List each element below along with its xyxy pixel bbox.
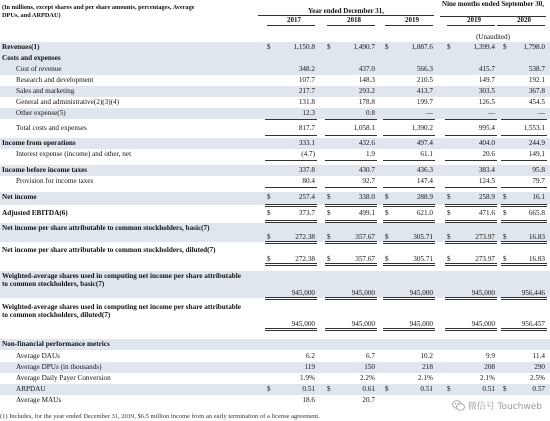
table-row: [0, 87, 550, 97]
row-value: —: [537, 109, 545, 117]
row-value: 2.1%: [418, 374, 433, 382]
row-value: 1,887.6: [411, 43, 433, 51]
currency-symbol: $: [385, 209, 389, 217]
row-value: 124.5: [478, 177, 495, 185]
double-rule: [383, 328, 435, 331]
row-value: 12.3: [302, 109, 315, 117]
row-value: 92.7: [362, 177, 375, 185]
currency-symbol: $: [447, 209, 451, 217]
row-value: 178.8: [358, 98, 375, 106]
row-value: 0.51: [420, 385, 433, 393]
currency-symbol: $: [267, 385, 271, 393]
row-value: —: [487, 109, 495, 117]
row-value: 945,000: [291, 289, 315, 297]
row-value: 1,553.1: [523, 124, 545, 132]
double-rule: [445, 220, 497, 223]
row-value: 210.5: [416, 76, 433, 84]
currency-symbol: $: [503, 43, 507, 51]
table-row: [0, 150, 550, 160]
row-value: 2.1%: [480, 374, 495, 382]
double-rule: [265, 297, 317, 300]
row-value: 2.2%: [360, 374, 375, 382]
currency-symbol: $: [267, 43, 271, 51]
double-rule: [325, 328, 377, 331]
subtotal-rule: [445, 160, 497, 161]
row-value: 956,457: [521, 320, 545, 328]
row-value: 1,150.8: [293, 43, 315, 51]
currency-symbol: $: [327, 255, 331, 263]
subtotal-rule: [383, 160, 435, 161]
row-value: 499.1: [358, 209, 375, 217]
row-value: (4.7): [301, 150, 315, 158]
row-label: Research and development: [16, 76, 94, 84]
subtotal-rule: [501, 187, 547, 188]
double-rule: [501, 241, 547, 244]
subtotal-rule: [501, 160, 547, 161]
table-row: [0, 272, 550, 298]
currency-symbol: $: [385, 193, 389, 201]
table-row: [0, 363, 550, 373]
row-value: 2.5%: [530, 374, 545, 382]
row-value: 20.7: [362, 396, 375, 404]
column-header-rule: [327, 25, 375, 26]
row-value: 20.6: [482, 150, 495, 158]
currency-symbol: $: [327, 43, 331, 51]
row-label: Adjusted EBITDA(6): [2, 209, 68, 217]
row-value: 95.8: [532, 166, 545, 174]
table-row: [0, 177, 550, 187]
row-value: 817.7: [298, 124, 315, 132]
row-value: 471.6: [478, 209, 495, 217]
table-row: [0, 109, 550, 119]
row-label: Costs and expenses: [2, 54, 61, 62]
row-value: 9.9: [486, 352, 495, 360]
column-header-rule: [447, 25, 495, 26]
row-label: Net income per share attributable to common stockholders, diluted(7): [2, 246, 216, 254]
row-value: 0.51: [482, 385, 495, 393]
subtotal-rule: [265, 187, 317, 188]
subtotal-rule: [325, 135, 377, 136]
subtotal-rule: [265, 160, 317, 161]
row-label: ARPDAU: [16, 385, 46, 393]
row-value: 258.9: [478, 193, 495, 201]
currency-symbol: $: [447, 43, 451, 51]
row-value: 454.5: [528, 98, 545, 106]
row-label: Non-financial performance metrics: [2, 340, 110, 348]
row-value: 217.7: [298, 87, 315, 95]
table-row: [0, 54, 550, 64]
row-value: 11.4: [532, 352, 545, 360]
row-value: 945,000: [409, 289, 433, 297]
row-label: Average DPUs (in thousands): [16, 363, 102, 371]
double-rule: [325, 220, 377, 223]
row-value: 348.2: [298, 65, 315, 73]
double-rule: [445, 263, 497, 266]
double-rule: [325, 204, 377, 207]
double-rule: [265, 220, 317, 223]
row-label: Weighted-average shares used in computing net income per share attributable to common stockholders, diluted(7): [2, 303, 241, 319]
row-label: Revenues(1): [2, 43, 40, 51]
double-rule: [325, 297, 377, 300]
year-ended-header: Year ended December 31,: [308, 7, 384, 15]
double-rule: [445, 204, 497, 207]
table-row: [0, 340, 550, 350]
nine-months-header: Nine months ended September 30,: [442, 0, 544, 8]
currency-symbol: $: [267, 233, 271, 241]
row-label: Net income per share attributable to common stockholders, basic(7): [2, 224, 210, 232]
row-value: 16.83: [528, 233, 545, 241]
double-rule: [501, 263, 547, 266]
row-value: 119: [304, 363, 315, 371]
row-value: 538.7: [528, 65, 545, 73]
row-value: 6.2: [306, 352, 315, 360]
subtotal-rule: [383, 187, 435, 188]
row-value: 621.0: [416, 209, 433, 217]
row-value: 945,000: [351, 289, 375, 297]
currency-symbol: $: [503, 209, 507, 217]
row-value: 244.9: [528, 139, 545, 147]
currency-symbol: $: [327, 193, 331, 201]
double-rule: [501, 328, 547, 331]
double-rule: [265, 328, 317, 331]
row-value: 413.7: [416, 87, 433, 95]
row-value: 16.83: [528, 255, 545, 263]
row-value: 0.51: [302, 385, 315, 393]
row-label: Interest expense (income) and other, net: [16, 150, 132, 158]
double-rule: [265, 263, 317, 266]
double-rule: [383, 297, 435, 300]
row-value: 257.4: [298, 193, 315, 201]
row-value: 357.67: [355, 255, 375, 263]
table-row: [0, 303, 550, 329]
row-value: 338.0: [358, 193, 375, 201]
subtotal-rule: [445, 135, 497, 136]
row-value: 61.1: [420, 150, 433, 158]
row-value: 273.97: [475, 255, 495, 263]
table-row: [0, 166, 550, 176]
double-rule: [265, 241, 317, 244]
row-label: Income before income taxes: [2, 166, 88, 174]
row-label: Income from operations: [2, 139, 76, 147]
column-header-rule: [267, 25, 315, 26]
row-value: 218: [422, 363, 433, 371]
currency-symbol: $: [503, 255, 507, 263]
double-rule: [445, 328, 497, 331]
row-value: 305.71: [413, 255, 433, 263]
double-rule: [325, 263, 377, 266]
row-value: 18.6: [302, 396, 315, 404]
row-value: 432.6: [358, 139, 375, 147]
subtotal-rule: [265, 135, 317, 136]
table-row: [0, 374, 550, 384]
subtotal-rule: [445, 187, 497, 188]
subtotal-rule: [325, 160, 377, 161]
row-value: 0.57: [532, 385, 545, 393]
row-value: —: [425, 109, 433, 117]
row-value: 367.8: [528, 87, 545, 95]
row-value: 149.7: [478, 76, 495, 84]
subtotal-rule: [383, 135, 435, 136]
row-value: 1,058.1: [353, 124, 375, 132]
currency-symbol: $: [267, 193, 271, 201]
subtotal-rule: [383, 119, 435, 120]
row-label: Cost of revenue: [16, 65, 62, 73]
row-value: 150: [364, 363, 375, 371]
column-header-3: 2019: [467, 16, 481, 24]
unaudited-label: (Unaudited): [476, 33, 510, 41]
double-rule: [501, 297, 547, 300]
subtotal-rule: [265, 119, 317, 120]
currency-symbol: $: [447, 255, 451, 263]
row-value: 1,399.4: [473, 43, 495, 51]
row-value: 956,446: [521, 289, 545, 297]
row-value: 288.9: [416, 193, 433, 201]
row-value: 80.4: [302, 177, 315, 185]
currency-symbol: $: [385, 255, 389, 263]
row-value: 373.7: [298, 209, 315, 217]
row-value: 0.61: [362, 385, 375, 393]
row-value: 383.4: [478, 166, 495, 174]
row-label: Weighted-average shares used in computing net income per share attributable to common stockholders, basic(7): [2, 272, 241, 288]
row-value: 131.8: [298, 98, 315, 106]
double-rule: [265, 204, 317, 207]
row-value: 665.8: [528, 209, 545, 217]
row-value: 290: [534, 363, 545, 371]
row-label: Average DAUs: [16, 352, 60, 360]
row-value: 566.3: [416, 65, 433, 73]
table-row: [0, 76, 550, 86]
row-value: 337.8: [298, 166, 315, 174]
subtotal-rule: [325, 187, 377, 188]
row-label: Net income: [2, 193, 37, 201]
row-value: 303.5: [478, 87, 495, 95]
double-rule: [325, 241, 377, 244]
footnote: (1) Includes, for the year ended December 31, 2019, $6.5 million income from an early termination of a license agreement.: [0, 413, 320, 420]
watermark: [452, 399, 542, 412]
double-rule: [445, 297, 497, 300]
row-label: Average Daily Payer Conversion: [16, 374, 111, 382]
row-value: 333.1: [298, 139, 315, 147]
row-value: 79.7: [532, 177, 545, 185]
watermark-text: 微信号 Touchweb: [467, 402, 542, 412]
row-value: 945,000: [471, 320, 495, 328]
table-row: [0, 246, 550, 264]
table-row: [0, 98, 550, 108]
row-value: 16.1: [532, 193, 545, 201]
row-value: 10.2: [420, 352, 433, 360]
subtotal-rule: [325, 119, 377, 120]
row-value: 1.9: [366, 150, 375, 158]
column-header-0: 2017: [287, 16, 301, 24]
currency-symbol: $: [385, 43, 389, 51]
row-value: 430.7: [358, 166, 375, 174]
row-value: 293.2: [358, 87, 375, 95]
currency-symbol: $: [327, 209, 331, 217]
row-label: Sales and marketing: [16, 87, 75, 95]
row-value: 126.5: [478, 98, 495, 106]
row-value: 945,000: [409, 320, 433, 328]
row-value: 272.38: [295, 233, 315, 241]
currency-symbol: $: [267, 209, 271, 217]
row-value: 436.3: [416, 166, 433, 174]
row-value: 0.8: [366, 109, 375, 117]
subtotal-rule: [501, 119, 547, 120]
row-value: 107.7: [298, 76, 315, 84]
row-value: 1,390.2: [411, 124, 433, 132]
table-row: [0, 124, 550, 135]
row-value: 273.97: [475, 233, 495, 241]
currency-symbol: $: [447, 193, 451, 201]
row-value: 1.9%: [300, 374, 315, 382]
currency-symbol: $: [447, 233, 451, 241]
row-label: Other expense(5): [16, 109, 66, 117]
double-rule: [383, 204, 435, 207]
row-value: 945,000: [291, 320, 315, 328]
currency-symbol: $: [385, 233, 389, 241]
currency-symbol: $: [385, 385, 389, 393]
row-value: 148.3: [358, 76, 375, 84]
row-label: General and administrative(2)(3)(4): [16, 98, 119, 106]
table-row: [0, 352, 550, 362]
currency-symbol: $: [327, 233, 331, 241]
row-value: 149.1: [528, 150, 545, 158]
currency-symbol: $: [267, 255, 271, 263]
row-value: 147.4: [416, 177, 433, 185]
currency-symbol: $: [447, 385, 451, 393]
currency-symbol: $: [503, 385, 507, 393]
subtotal-rule: [445, 119, 497, 120]
subtotal-rule: [501, 135, 547, 136]
table-row: [0, 385, 550, 395]
row-value: 305.71: [413, 233, 433, 241]
double-rule: [383, 220, 435, 223]
row-value: 272.38: [295, 255, 315, 263]
column-header-rule: [385, 25, 433, 26]
double-rule: [383, 263, 435, 266]
row-value: 415.7: [478, 65, 495, 73]
row-label: Average MAUs: [16, 396, 62, 404]
table-row: [0, 65, 550, 75]
table-row: [0, 43, 550, 53]
row-value: 357.67: [355, 233, 375, 241]
row-value: 6.7: [366, 352, 375, 360]
double-rule: [501, 220, 547, 223]
column-header-1: 2018: [347, 16, 361, 24]
row-value: 945,000: [471, 289, 495, 297]
row-label: Total costs and expenses: [16, 124, 87, 132]
units-note: (In millions, except shares and per share amounts, percentages, Average DPUs, and ARPDAU): [2, 4, 195, 19]
currency-symbol: $: [503, 233, 507, 241]
column-header-4: 2020: [517, 16, 531, 24]
row-value: 1,798.0: [523, 43, 545, 51]
column-header-rule: [497, 25, 545, 26]
currency-symbol: $: [327, 385, 331, 393]
double-rule: [445, 241, 497, 244]
row-value: 497.4: [416, 139, 433, 147]
row-value: 199.7: [416, 98, 433, 106]
row-label: Provision for income taxes: [16, 177, 94, 185]
currency-symbol: $: [503, 193, 507, 201]
table-row: [0, 139, 550, 149]
row-value: 437.0: [358, 65, 375, 73]
double-rule: [501, 204, 547, 207]
row-value: 192.1: [528, 76, 545, 84]
row-value: 945,000: [351, 320, 375, 328]
row-value: 208: [484, 363, 495, 371]
wechat-icon: [452, 400, 465, 411]
row-value: 1,490.7: [353, 43, 375, 51]
column-header-2: 2019: [405, 16, 419, 24]
double-rule: [383, 241, 435, 244]
row-value: 995.4: [478, 124, 495, 132]
row-value: 404.0: [478, 139, 495, 147]
table-row: [0, 224, 550, 242]
